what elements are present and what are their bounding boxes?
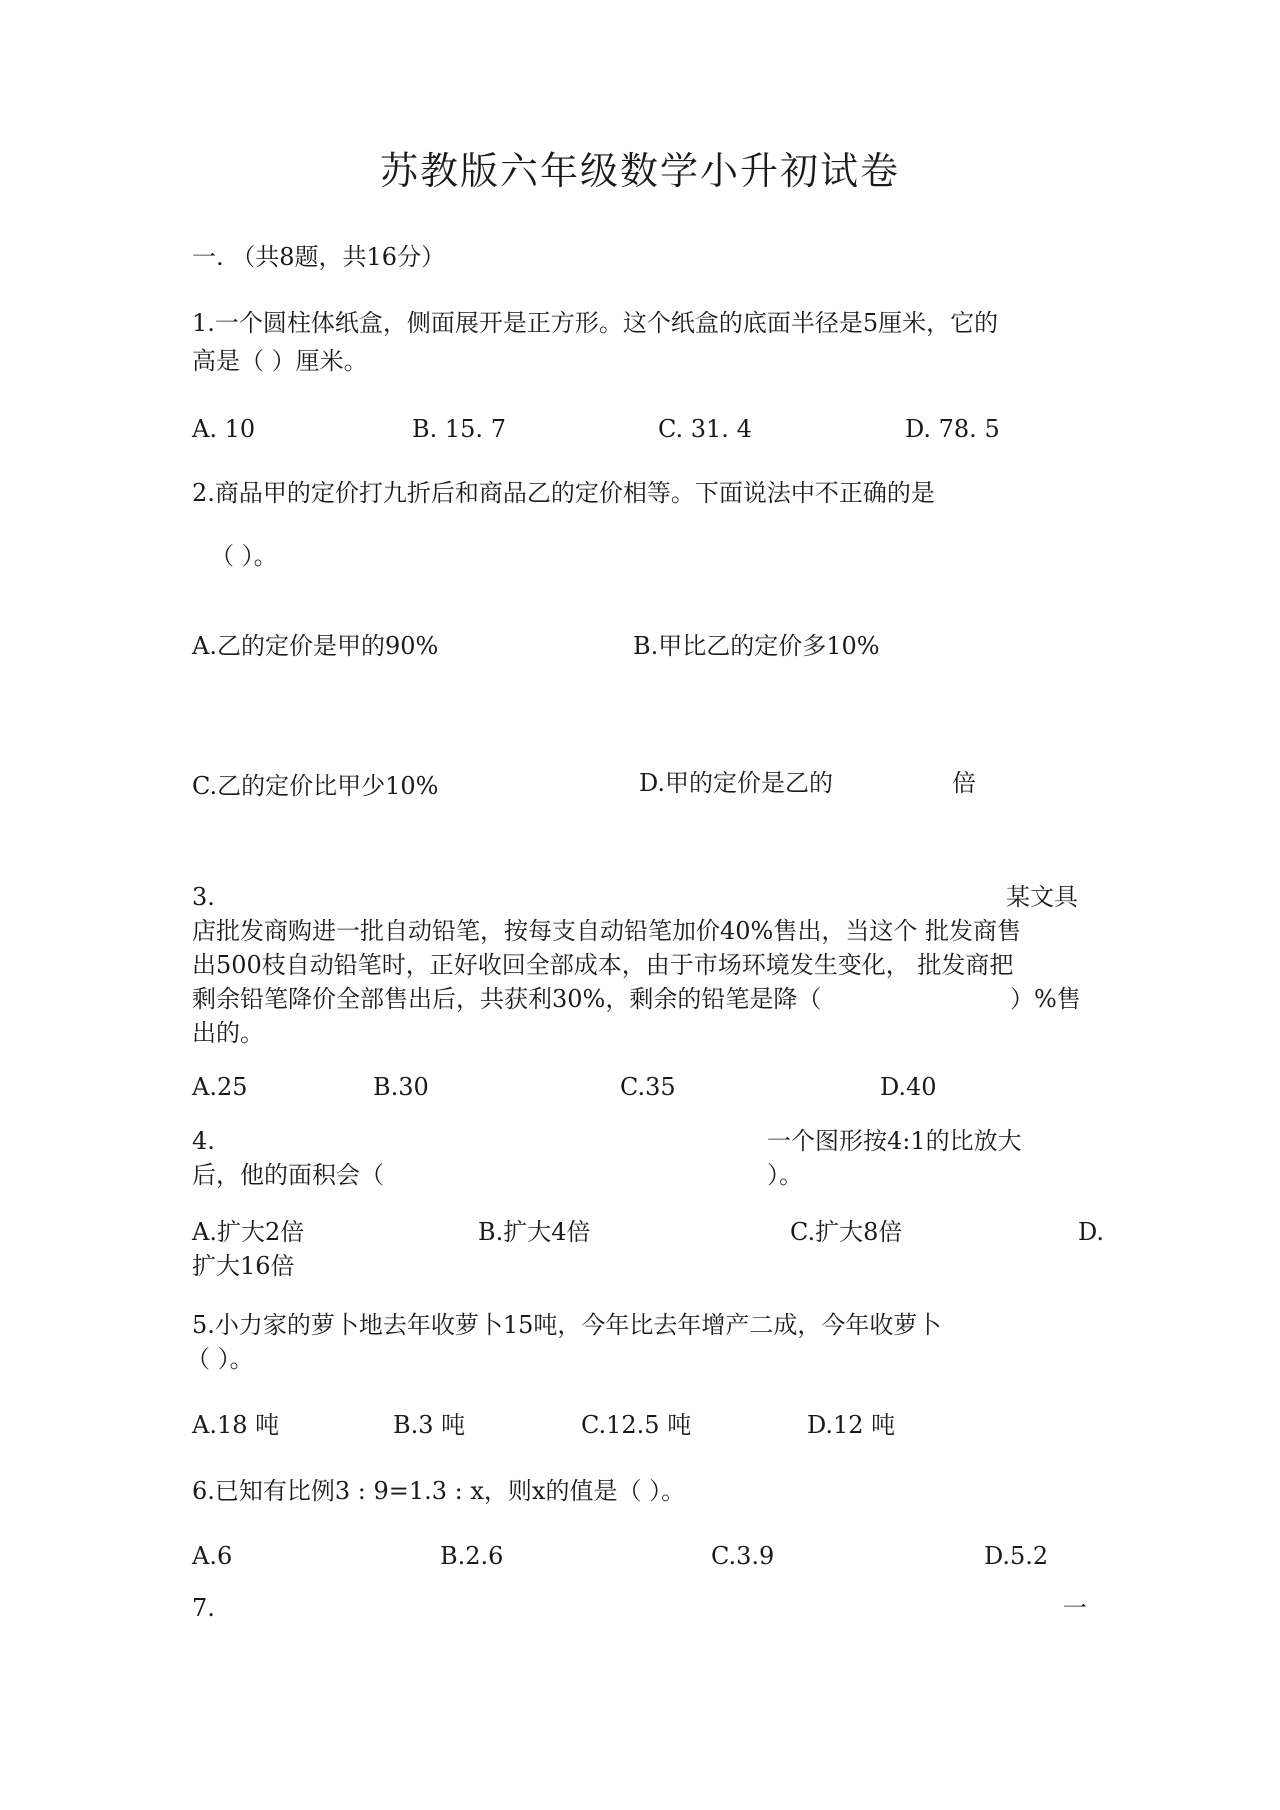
question-5-option-a: A.18 吨 [192, 1411, 280, 1439]
question-3-option-a: A.25 [192, 1073, 248, 1101]
question-1-option-c: C. 31. 4 [658, 415, 752, 443]
question-4-option-d: D. [1078, 1218, 1105, 1246]
question-7-line-1: 一 [1063, 1594, 1087, 1622]
question-5-option-c: C.12.5 吨 [581, 1411, 692, 1439]
question-5-option-b: B.3 吨 [393, 1411, 466, 1439]
question-6-option-a: A.6 [192, 1542, 233, 1570]
question-6-line-1: 6.已知有比例3 : 9=1.3 : x，则x的值是（ ）。 [192, 1477, 686, 1505]
question-6-option-c: C.3.9 [711, 1542, 775, 1570]
question-4-line-2: 后，他的面积会（ [192, 1161, 384, 1189]
question-3-line-2: 店批发商购进一批自动铅笔，按每支自动铅笔加价40%售出，当这个 批发商售 [192, 917, 1021, 945]
question-3-line-1: 某文具 [1006, 883, 1078, 911]
question-4-line-1: 一个图形按4:1的比放大 [767, 1127, 1022, 1155]
question-2-option-d: D.甲的定价是乙的 [639, 769, 834, 797]
question-3-line-5: 出的。 [192, 1019, 264, 1047]
question-2-line-2: （ ）。 [210, 542, 278, 570]
question-6-option-d: D.5.2 [984, 1542, 1049, 1570]
question-2-option-a: A.乙的定价是甲的90% [192, 632, 439, 660]
question-1-option-a: A. 10 [192, 415, 256, 443]
question-1-line-1: 1.一个圆柱体纸盒，侧面展开是正方形。这个纸盒的底面半径是5厘米，它的 [192, 309, 999, 337]
page-title: 苏教版六年级数学小升初试卷 [379, 149, 900, 193]
question-6-option-b: B.2.6 [440, 1542, 504, 1570]
question-3-line-3: 出500枝自动铅笔时，正好收回全部成本，由于市场环境发生变化， 批发商把 [192, 951, 1014, 979]
question-3-option-c: C.35 [620, 1073, 676, 1101]
question-3-option-b: B.30 [373, 1073, 429, 1101]
question-3-line-4: 剩余铅笔降价全部售出后，共获利30%，剩余的铅笔是降（ [192, 985, 822, 1013]
section-header: 一. （共8题，共16分） [192, 243, 446, 271]
question-5-line-2: （ ）。 [186, 1345, 254, 1373]
question-1-line-2: 高是（ ）厘米。 [192, 347, 368, 375]
question-4-option-c: C.扩大8倍 [790, 1218, 903, 1246]
question-4-number: 4. [192, 1127, 215, 1155]
question-4-option-a: A.扩大2倍 [192, 1218, 305, 1246]
question-4-option-d-text: 扩大16倍 [192, 1252, 295, 1280]
question-4-line-2-end: ）。 [767, 1161, 803, 1189]
question-4-option-b: B.扩大4倍 [478, 1218, 591, 1246]
question-7-number: 7. [192, 1594, 215, 1622]
question-1-option-d: D. 78. 5 [905, 415, 1000, 443]
question-1-option-b: B. 15. 7 [412, 415, 506, 443]
question-3-line-4-end: ）%售 [1010, 985, 1081, 1013]
question-3-number: 3. [192, 883, 215, 911]
question-2-line-1: 2.商品甲的定价打九折后和商品乙的定价相等。下面说法中不正确的是 [192, 479, 935, 507]
question-2-option-d-suffix: 倍 [952, 769, 976, 797]
question-2-option-b: B.甲比乙的定价多10% [633, 632, 880, 660]
question-2-option-c: C.乙的定价比甲少10% [192, 772, 439, 800]
question-5-option-d: D.12 吨 [807, 1411, 896, 1439]
question-5-line-1: 5.小力家的萝卜地去年收萝卜15吨，今年比去年增产二成，今年收萝卜 [192, 1311, 942, 1339]
question-3-option-d: D.40 [880, 1073, 937, 1101]
